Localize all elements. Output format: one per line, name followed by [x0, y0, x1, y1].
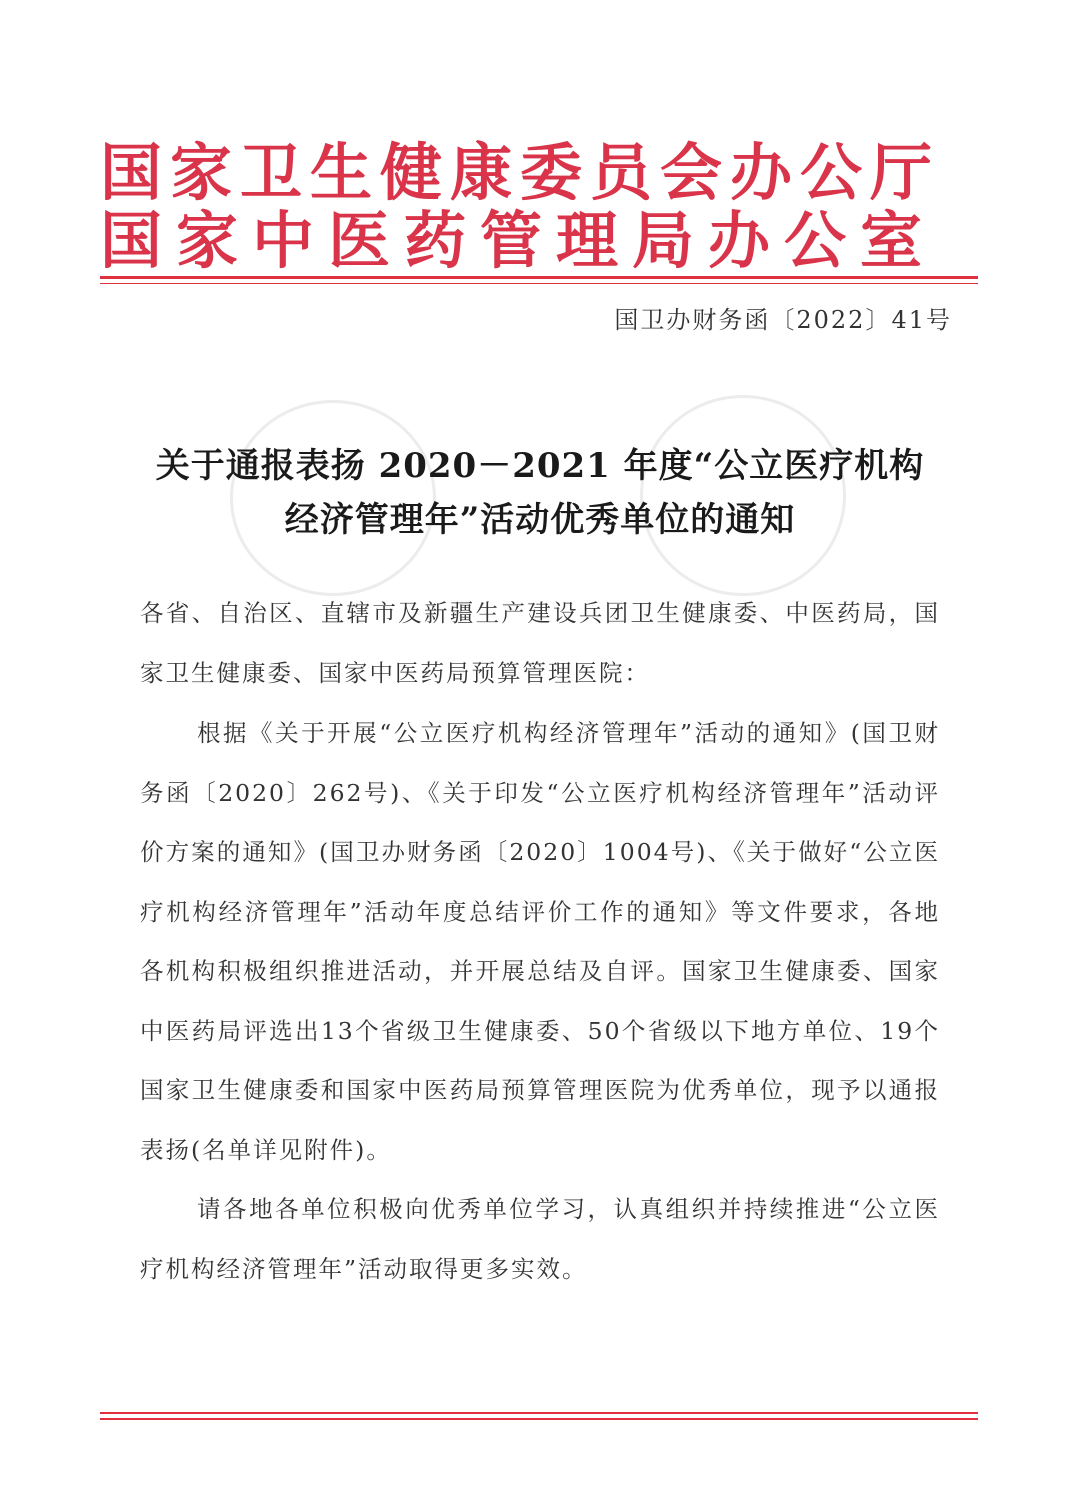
header-divider-thin: [100, 283, 978, 284]
body-paragraph-1: 根据《关于开展“公立医疗机构经济管理年”活动的通知》(国卫财务函〔2020〕262号)、《关于印发“公立医疗机构经济管理年”活动评价方案的通知》(国卫办财务函〔2020〕1004号)、《关于做好“公立医疗机构经济管理年”活动年度总结评价工作的通知》等文件要求，各地各机构积极组织推进活动，并开展总结及自评。国家卫生健康委、国家中医药局评选出13个省级卫生健康委、50个省级以下地方单位、19个国家卫生健康委和国家中医药局预算管理医院为优秀单位，现予以通报表扬(名单详见附件)。: [140, 719, 940, 1164]
footer-divider-1: [100, 1412, 978, 1414]
document-title-line-2: 经济管理年”活动优秀单位的通知: [284, 500, 796, 540]
body-paragraph-2: 请各地各单位积极向优秀单位学习，认真组织并持续推进“公立医疗机构经济管理年”活动取得更多实效。: [140, 1195, 940, 1283]
footer-divider-2: [100, 1418, 978, 1420]
document-number: 国卫办财务函〔2022〕41号: [614, 306, 952, 334]
issuer-header-line-2: 国家中医药管理局办公室: [100, 206, 937, 276]
salutation: 各省、自治区、直辖市及新疆生产建设兵团卫生健康委、中医药局，国家卫生健康委、国家中医药局预算管理医院：: [140, 599, 940, 687]
document-title-line-1: 关于通报表扬 2020－2021 年度“公立医疗机构: [155, 446, 925, 486]
issuer-header-line-1: 国家卫生健康委员会办公厅: [100, 138, 941, 208]
header-divider-thick: [100, 276, 978, 279]
